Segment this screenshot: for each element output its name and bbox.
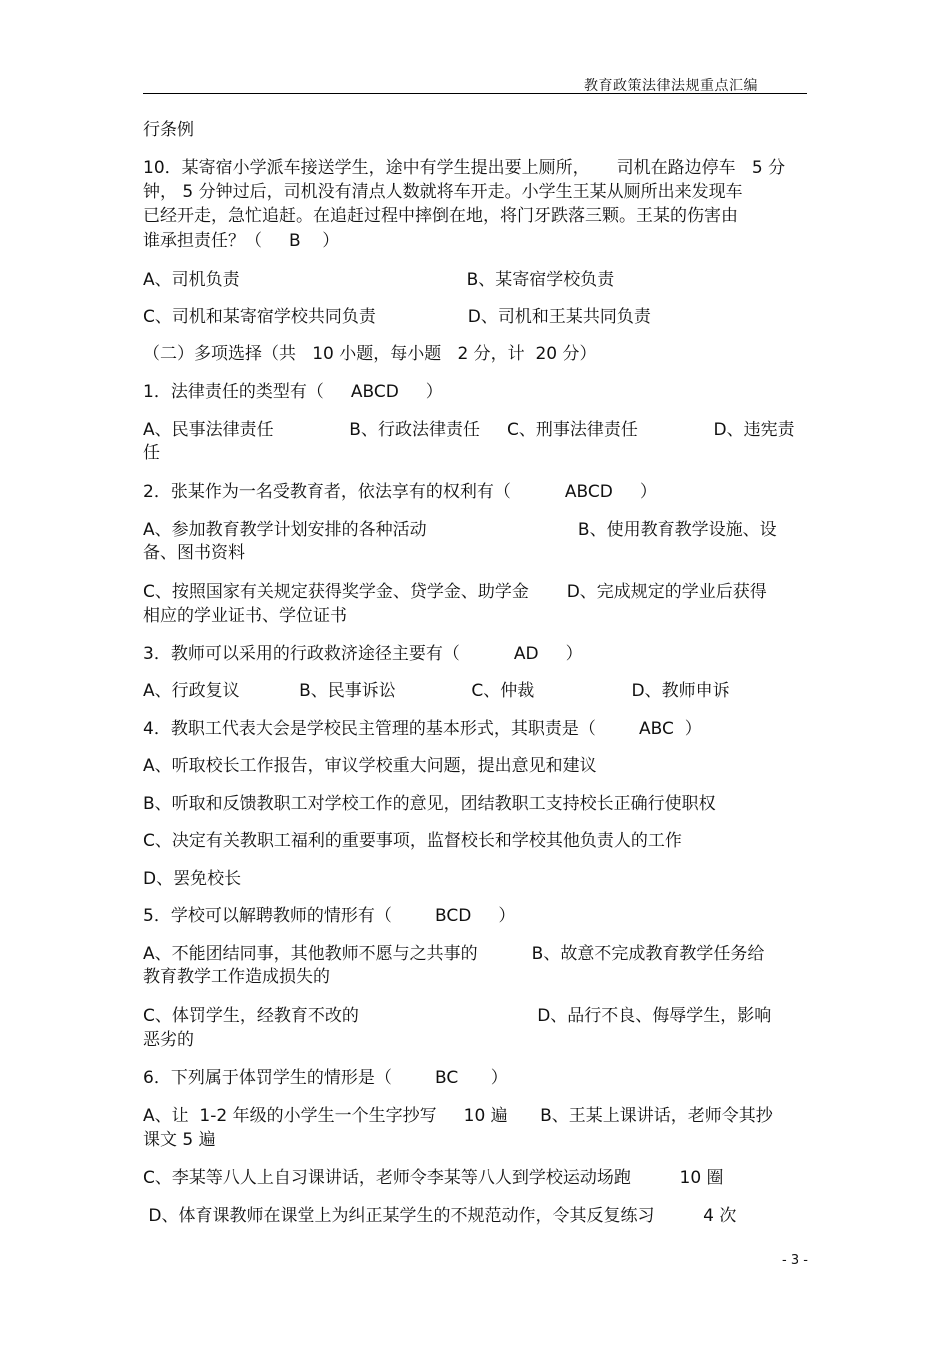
text-line: 2．张某作为一名受教育者，依法享有的权利有（ ABCD ） xyxy=(143,482,657,502)
text-line: A、参加教育教学计划安排的各种活动 B、使用教育教学设施、设 xyxy=(143,520,777,540)
text-line: 备、图书资料 xyxy=(143,543,245,563)
text-line: C、李某等八人上自习课讲话，老师令李某等八人到学校运动场跑 10 圈 xyxy=(143,1168,724,1188)
text-line: C、决定有关教职工福利的重要事项，监督校长和学校其他负责人的工作 xyxy=(143,831,682,851)
text-line: A、不能团结同事，其他教师不愿与之共事的 B、故意不完成教育教学任务给 xyxy=(143,944,765,964)
text-line: 5．学校可以解聘教师的情形有（ BCD ） xyxy=(143,906,516,926)
text-line: 恶劣的 xyxy=(143,1030,194,1050)
text-line: C、按照国家有关规定获得奖学金、贷学金、助学金 D、完成规定的学业后获得 xyxy=(143,582,767,602)
text-line: C、司机和某寄宿学校共同负责 D、司机和王某共同负责 xyxy=(143,307,651,327)
text-line: 任 xyxy=(143,443,160,463)
text-line: 6．下列属于体罚学生的情形是（ BC ） xyxy=(143,1068,508,1088)
text-line: 行条例 xyxy=(143,120,194,140)
text-line: A、行政复议 B、民事诉讼 C、仲裁 D、教师申诉 xyxy=(143,681,730,701)
text-line: 1．法律责任的类型有（ ABCD ） xyxy=(143,382,443,402)
text-line: A、听取校长工作报告，审议学校重大问题，提出意见和建议 xyxy=(143,756,597,776)
text-line: D、体育课教师在课堂上为纠正某学生的不规范动作，令其反复练习 4 次 xyxy=(143,1206,737,1226)
page-number: - 3 - xyxy=(782,1253,808,1268)
text-line: A、民事法律责任 B、行政法律责任 C、刑事法律责任 D、违宪责 xyxy=(143,420,795,440)
header-title: 教育政策法律法规重点汇编 xyxy=(584,78,758,94)
text-line: 10．某寄宿小学派车接送学生，途中有学生提出要上厕所， 司机在路边停车 5 分 xyxy=(143,158,786,178)
header-rule xyxy=(143,93,807,94)
text-line: 已经开走，急忙追赶。在追赶过程中摔倒在地，将门牙跌落三颗。王某的伤害由 xyxy=(143,206,738,226)
text-line: 相应的学业证书、学位证书 xyxy=(143,606,347,626)
text-line: 3．教师可以采用的行政救济途径主要有（ AD ） xyxy=(143,644,583,664)
text-line: （二）多项选择（共 10 小题，每小题 2 分，计 20 分） xyxy=(143,344,597,364)
text-line: A、让 1-2 年级的小学生一个生字抄写 10 遍 B、王某上课讲话，老师令其抄 xyxy=(143,1106,773,1126)
text-line: A、司机负责 B、某寄宿学校负责 xyxy=(143,270,615,290)
text-line: 教育教学工作造成损失的 xyxy=(143,967,330,987)
text-line: B、听取和反馈教职工对学校工作的意见，团结教职工支持校长正确行使职权 xyxy=(143,794,716,814)
text-line: D、罢免校长 xyxy=(143,869,242,889)
text-line: 谁承担责任？（ B ） xyxy=(143,231,340,251)
text-line: 钟， 5 分钟过后，司机没有清点人数就将车开走。小学生王某从厕所出来发现车 xyxy=(143,182,743,202)
text-line: 4．教职工代表大会是学校民主管理的基本形式，其职责是（ ABC ） xyxy=(143,719,702,739)
text-line: C、体罚学生，经教育不改的 D、品行不良、侮辱学生，影响 xyxy=(143,1006,772,1026)
text-line: 课文 5 遍 xyxy=(143,1130,216,1150)
